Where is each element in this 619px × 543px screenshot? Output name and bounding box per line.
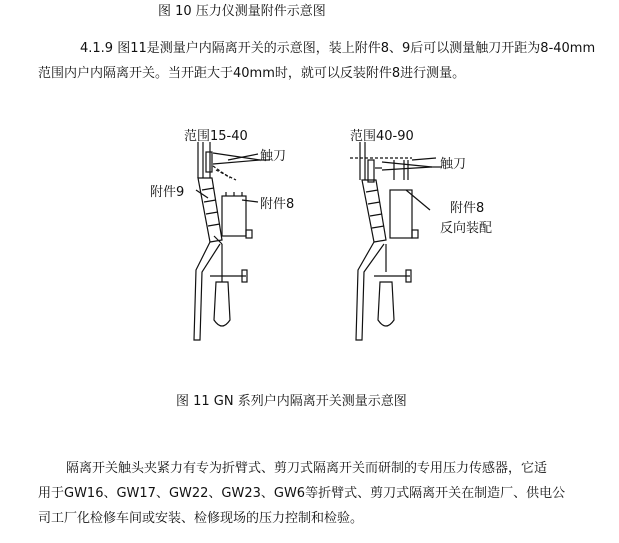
- right-attachment-8: [390, 190, 412, 238]
- left-attachment-9: [198, 178, 222, 242]
- paragraph-1: [38, 36, 613, 86]
- right-blade: [382, 162, 432, 167]
- right-blade-label: 触刀: [440, 157, 467, 172]
- left-range-label: 范围15-40: [184, 129, 248, 144]
- paragraph-2-line-1: 隔离开关触头夹紧力有专为折臂式、剪刀式隔离开关而研制的专用压力传感器，它适: [66, 461, 548, 476]
- right-reverse-assembly-label: 反向装配: [440, 221, 493, 236]
- left-attachment-8: [222, 196, 246, 236]
- right-gauge: [378, 282, 394, 326]
- left-blade-label: 触刀: [260, 149, 287, 164]
- left-blade: [213, 153, 260, 160]
- paragraph-2-line-2: 用于GW16、GW17、GW22、GW23、GW6等折臂式、剪刀式隔离开关在制造厂、供电公: [38, 486, 566, 501]
- right-range-label: 范围40-90: [350, 129, 414, 144]
- paragraph-2-line-3: 司工厂化检修车间或安装、检修现场的压力控制和检验。: [38, 511, 364, 526]
- paragraph-1-line-1: 4.1.9 图11是测量户内隔离开关的示意图，装上附件8、9后可以测量触刀开距为8-40mm: [80, 41, 596, 56]
- gn-switch-diagram: [150, 120, 510, 370]
- right-assembly: [350, 142, 442, 340]
- paragraph-1-line-2: 范围内户内隔离开关。当开距大于40mm时，就可以反装附件8进行测量。: [38, 66, 466, 81]
- left-attachment-8-label: 附件8: [260, 197, 295, 212]
- right-attachment-8-label: 附件8: [450, 201, 485, 216]
- left-attachment-9-label: 附件9: [150, 185, 185, 200]
- figure-10-caption: 图 10 压力仪测量附件示意图: [158, 4, 326, 19]
- left-gauge: [214, 282, 230, 326]
- left-assembly: [194, 142, 270, 340]
- figure-11-caption: 图 11 GN 系列户内隔离开关测量示意图: [176, 394, 407, 409]
- paragraph-2: [38, 456, 613, 531]
